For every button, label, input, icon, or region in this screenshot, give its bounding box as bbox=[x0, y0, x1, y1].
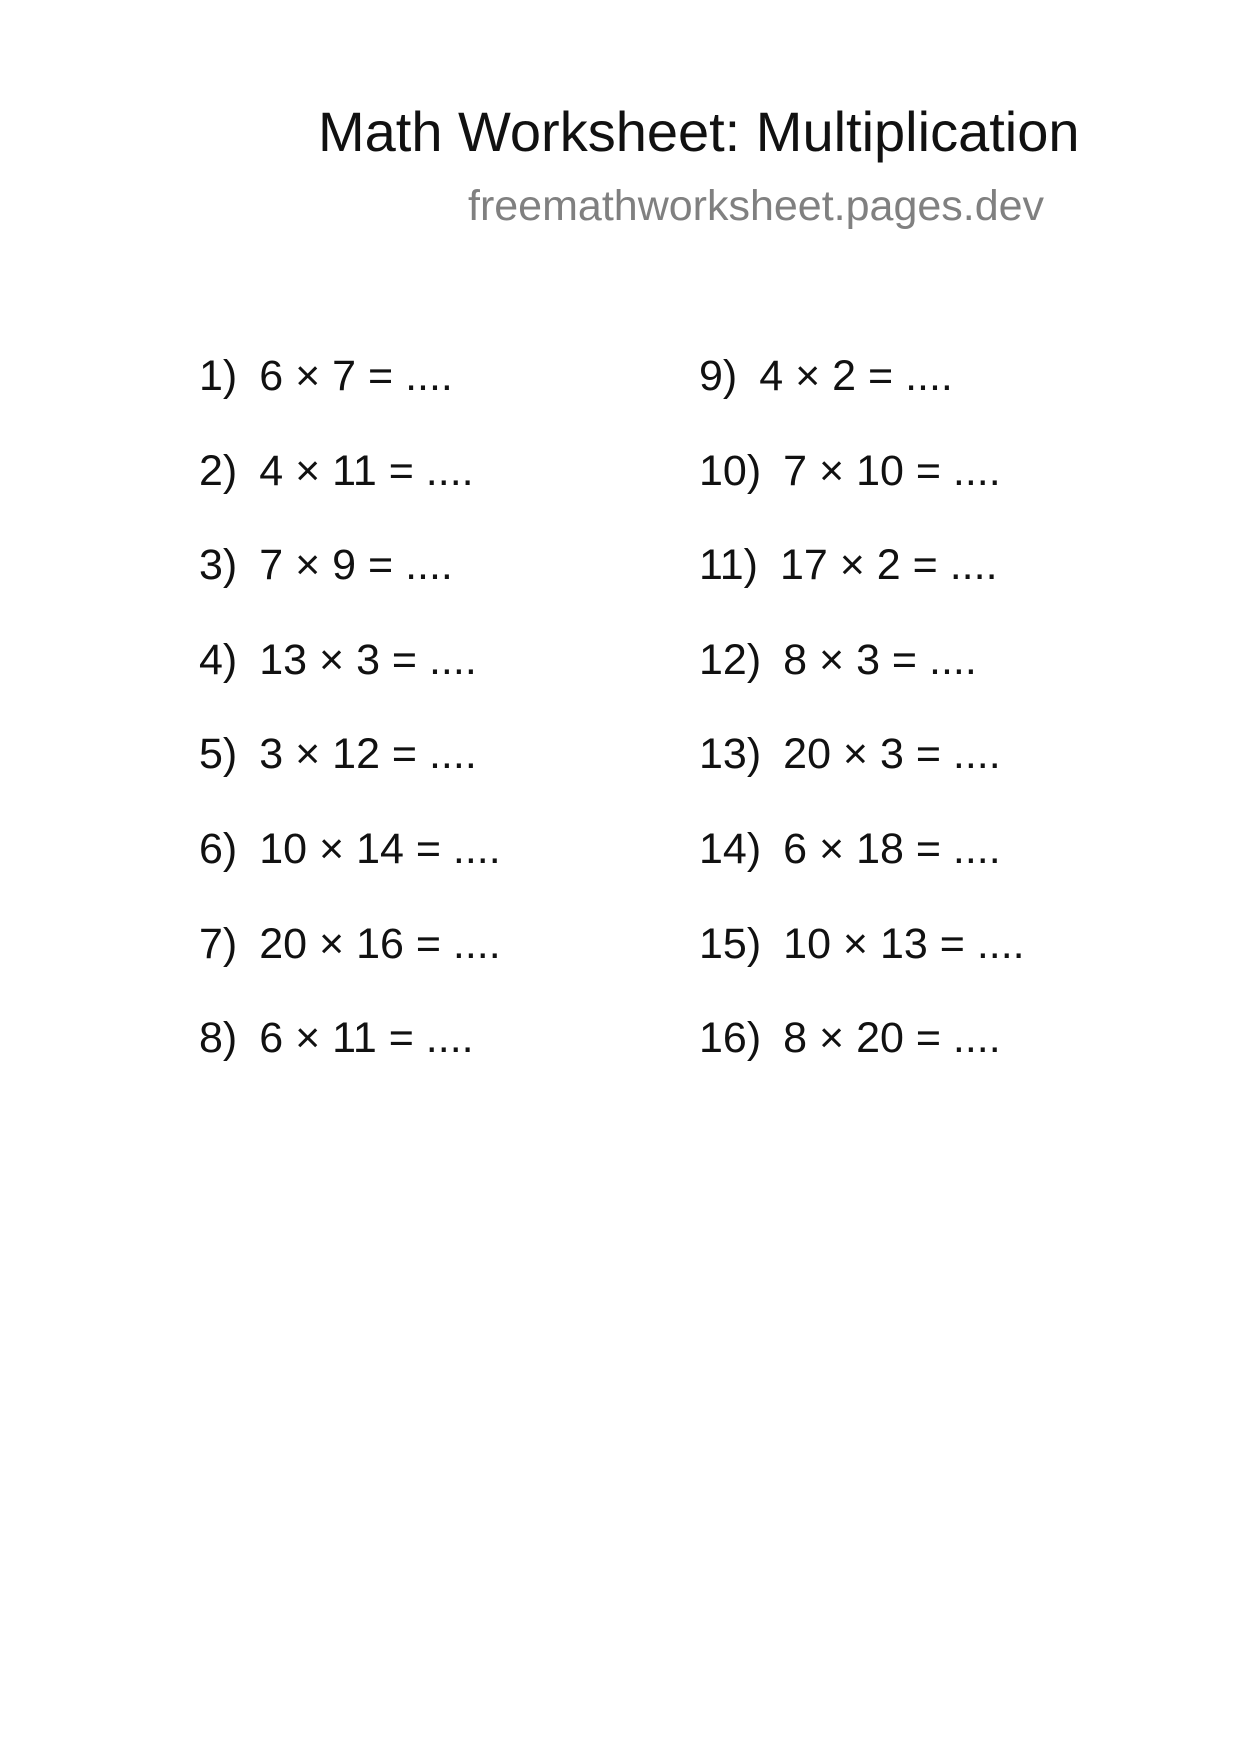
problem-item bbox=[199, 918, 679, 1013]
problem-number: 4) bbox=[199, 635, 238, 684]
problem-number: 12) bbox=[699, 635, 762, 684]
problem-item bbox=[199, 634, 679, 729]
problem-expression: 10 × 14 = .... bbox=[259, 824, 501, 873]
problem-item bbox=[699, 350, 1179, 445]
problem-number: 9) bbox=[699, 352, 738, 400]
problem-expression: 7 × 9 = .... bbox=[259, 541, 453, 590]
problem-expression: 17 × 2 = .... bbox=[779, 541, 998, 590]
problem-expression: 8 × 3 = .... bbox=[783, 635, 977, 684]
problem-item bbox=[199, 539, 679, 634]
problem-item bbox=[699, 1012, 1179, 1107]
problem-item bbox=[199, 823, 679, 918]
problem-expression: 13 × 3 = .... bbox=[259, 635, 477, 684]
problem-number: 13) bbox=[699, 730, 762, 779]
problem-expression: 3 × 12 = .... bbox=[259, 730, 477, 779]
problem-item bbox=[199, 728, 679, 823]
problem-number: 11) bbox=[699, 541, 758, 590]
problem-expression: 6 × 11 = .... bbox=[259, 1014, 474, 1063]
problem-item bbox=[199, 445, 679, 540]
problem-number: 6) bbox=[199, 824, 238, 873]
problem-number: 10) bbox=[699, 446, 762, 495]
problem-item bbox=[199, 350, 679, 445]
problem-expression: 20 × 16 = .... bbox=[259, 919, 501, 968]
problem-number: 7) bbox=[199, 919, 238, 968]
problem-item bbox=[199, 1012, 679, 1107]
problem-item bbox=[699, 445, 1179, 540]
problem-expression: 6 × 7 = .... bbox=[259, 352, 453, 400]
problem-expression: 4 × 2 = .... bbox=[759, 352, 953, 400]
problem-number: 16) bbox=[699, 1014, 762, 1063]
problem-item bbox=[699, 539, 1179, 634]
problem-number: 15) bbox=[699, 919, 762, 968]
problem-item bbox=[699, 918, 1179, 1013]
page-title: Math Worksheet: Multiplication bbox=[318, 100, 1080, 163]
problem-expression: 7 × 10 = .... bbox=[783, 446, 1001, 495]
site-url: freemathworksheet.pages.dev bbox=[468, 182, 1045, 230]
problem-expression: 10 × 13 = .... bbox=[783, 919, 1025, 968]
problem-number: 8) bbox=[199, 1014, 238, 1063]
problem-item bbox=[699, 823, 1179, 918]
problem-expression: 4 × 11 = .... bbox=[259, 446, 474, 495]
problem-number: 2) bbox=[199, 446, 238, 495]
problem-number: 3) bbox=[199, 541, 238, 590]
problem-expression: 8 × 20 = .... bbox=[783, 1014, 1001, 1063]
problem-item bbox=[699, 634, 1179, 729]
problem-column-right bbox=[699, 350, 1179, 1107]
problem-number: 1) bbox=[199, 352, 238, 400]
problem-column-left bbox=[199, 350, 679, 1107]
problem-number: 5) bbox=[199, 730, 238, 779]
problem-expression: 20 × 3 = .... bbox=[783, 730, 1001, 779]
problem-item bbox=[699, 728, 1179, 823]
problem-number: 14) bbox=[699, 824, 762, 873]
problem-expression: 6 × 18 = .... bbox=[783, 824, 1001, 873]
